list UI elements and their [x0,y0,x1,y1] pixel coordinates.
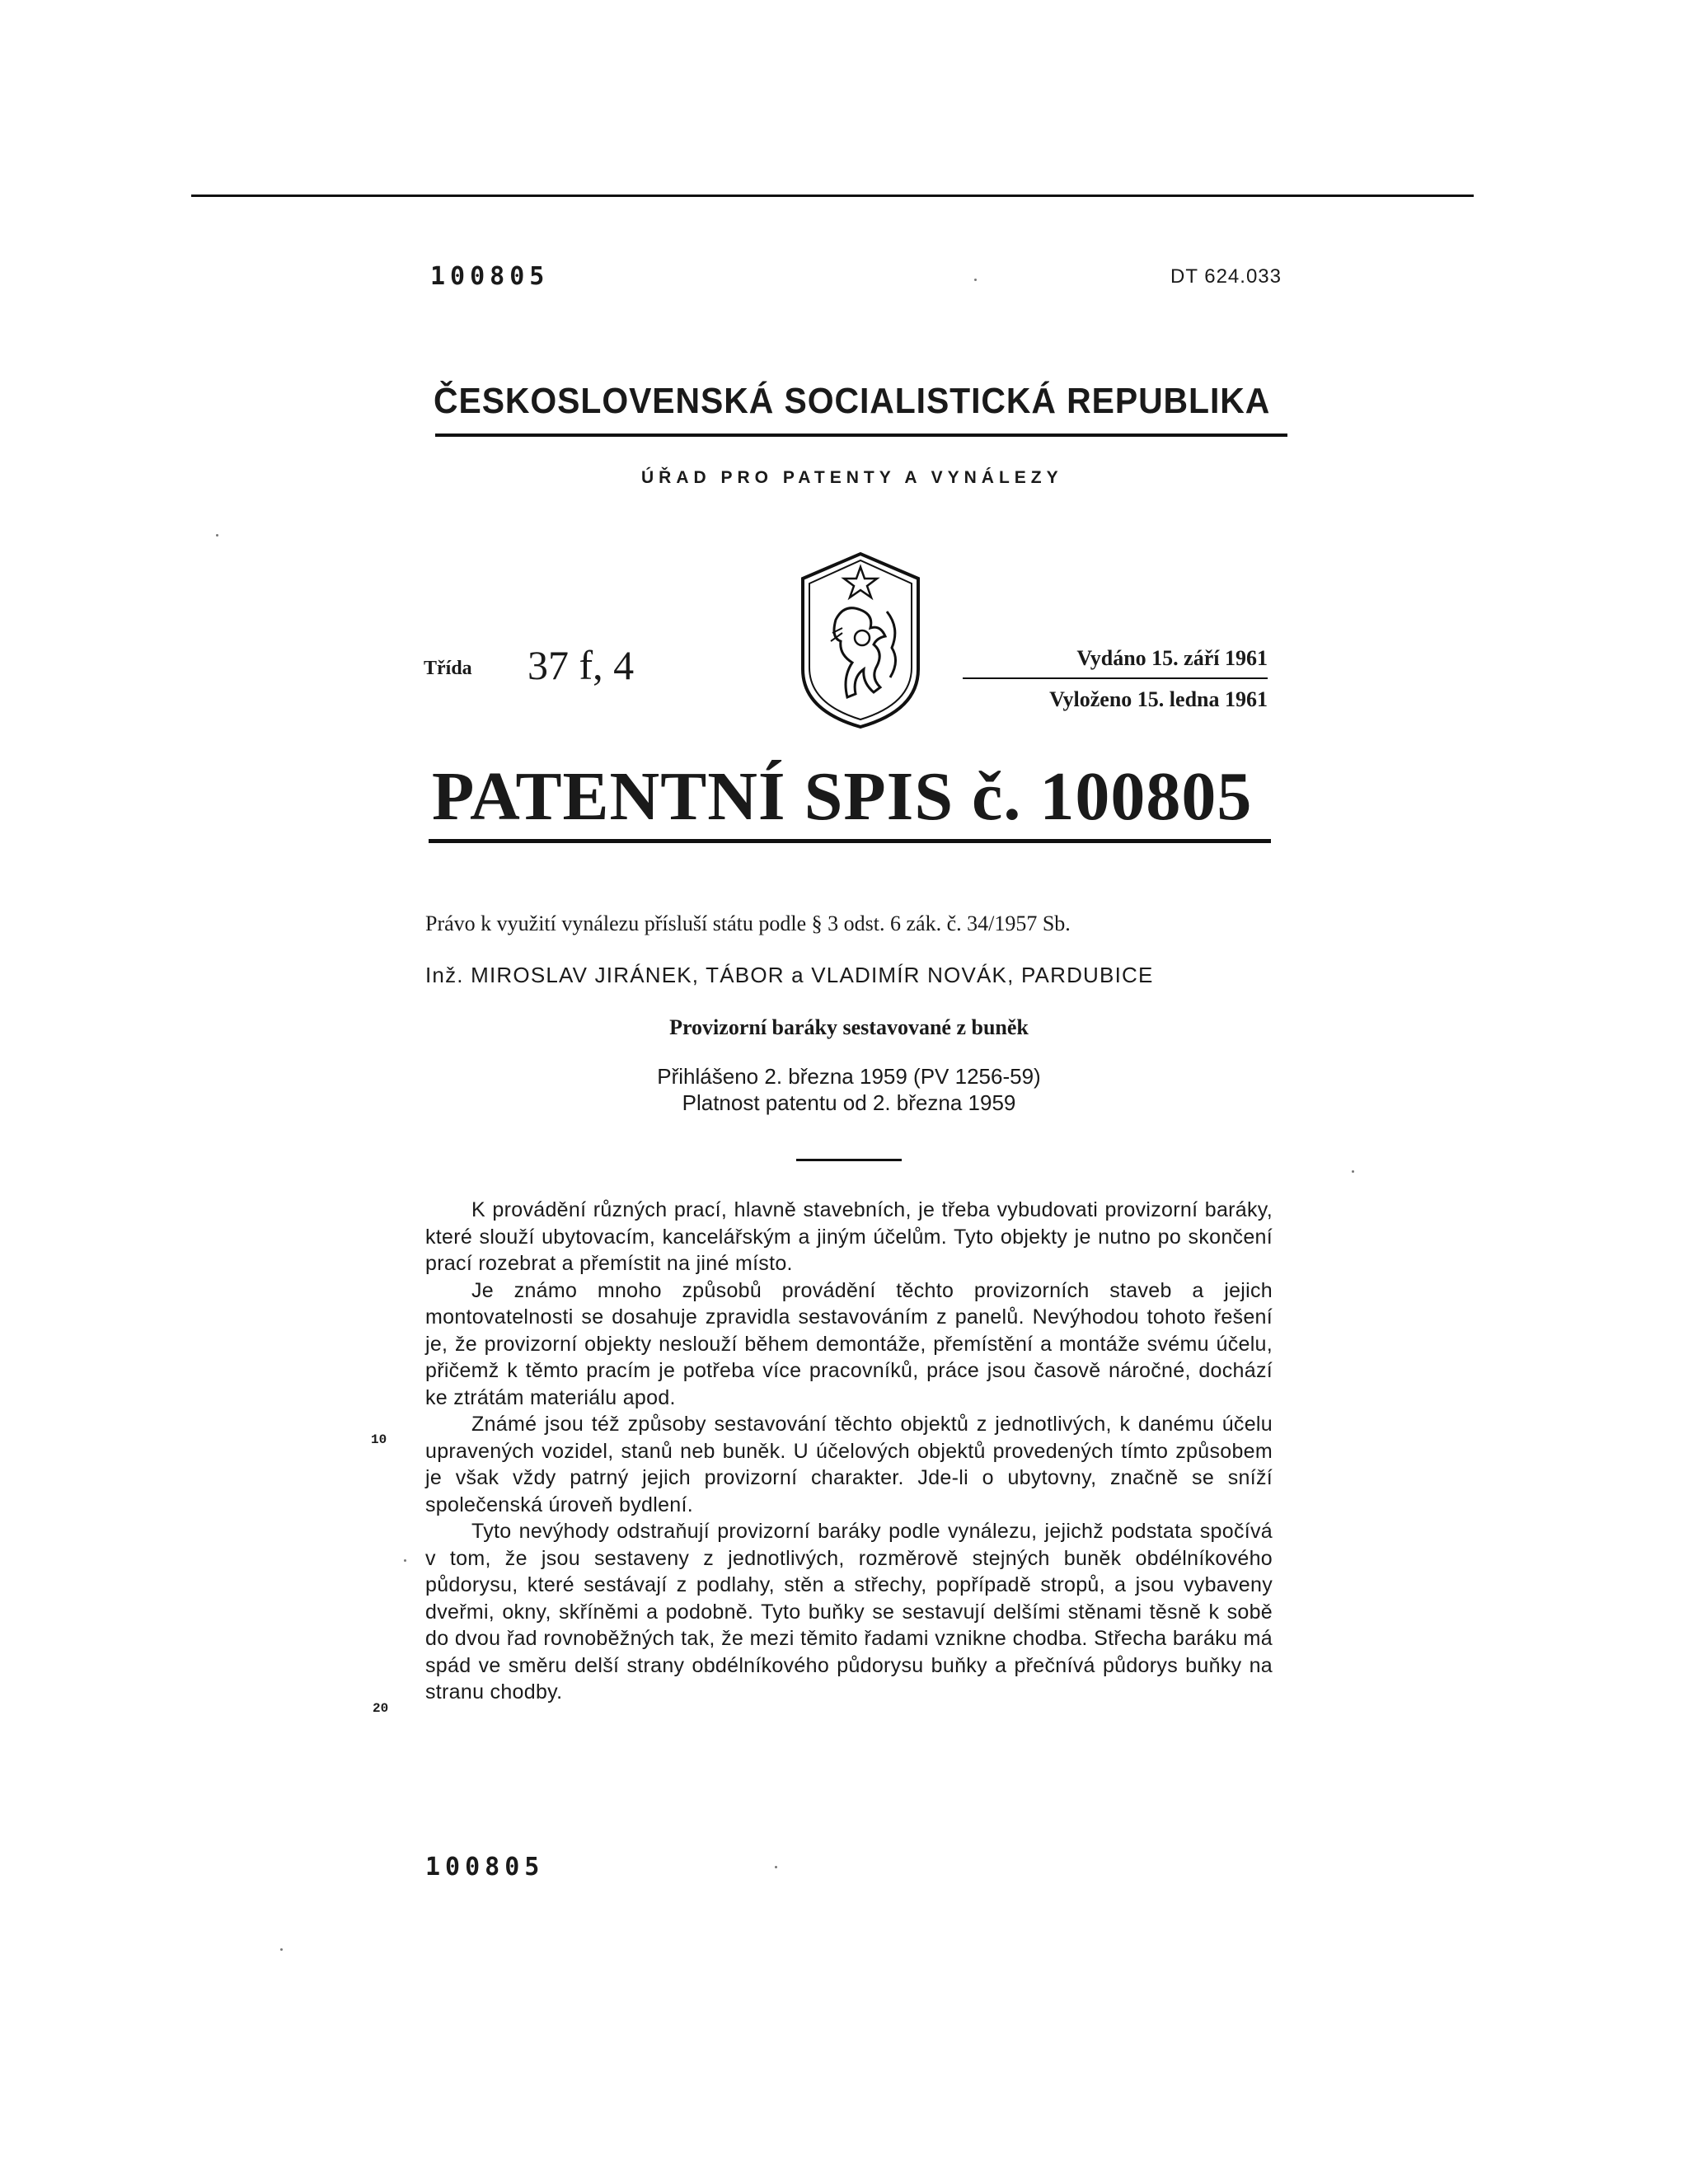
rights-statement: Právo k využití vynálezu přísluší státu podle § 3 odst. 6 zák. č. 34/1957 Sb. [425,912,1071,935]
scan-speck [280,1948,283,1951]
scan-speck [1352,1170,1354,1173]
patent-title: PATENTNÍ SPIS č. 100805 [432,758,1253,835]
office-heading: ÚŘAD PRO PATENTY A VYNÁLEZY [641,468,1063,487]
country-rule [435,434,1287,437]
paragraph: K provádění různých prací, hlavně stavebních, je třeba vybudovati provizorní baráky, které slouží ubytovacím, kancelářským a jiným účelům. Tyto objekty je nutno po skončení prací rozebrat a přemístit na jiné místo. [425,1198,1273,1275]
state-emblem-icon [795,546,926,732]
scan-speck [974,279,977,281]
section-divider [796,1159,902,1161]
doc-number-top: 100805 [430,262,550,291]
inventors: Inž. MIROSLAV JIRÁNEK, TÁBOR a VLADIMÍR NOVÁK, PARDUBICE [425,963,1154,987]
class-label: Třída [424,658,472,679]
scan-speck [404,1559,406,1562]
paragraph: Tyto nevýhody odstraňují provizorní baráky podle vynálezu, jejichž podstata spočívá v tom, že jsou sestaveny z jednotlivých, rozměrově stejných buněk obdélníkového půdorysu, které sestávají z podlahy, stěn a střechy, popřípadě stropů, a jsou vybaveny dveřmi, okny, skříněmi a podobně. Tyto buňky se sestavují delšími stěnami těsně k sobě do dvou řad rovnoběžných tak, že mezi těmito řadami vznikne chodba. Střecha baráku má spád ve směru delší strany obdélníkového půdorysu buňky a přečnívá půdorys buňky na stranu chodby. [425,1520,1273,1704]
line-number: 20 [373,1701,389,1716]
scan-speck [775,1866,777,1868]
title-rule [429,839,1271,843]
doc-classification: DT 624.033 [1170,265,1282,288]
top-rule [191,194,1474,197]
validity-date: Platnost patentu od 2. března 1959 [682,1090,1016,1115]
line-number: 10 [371,1432,387,1447]
body-text [425,1197,1273,1706]
filing-date: Přihlášeno 2. března 1959 (PV 1256-59) [657,1064,1041,1089]
paragraph: Známé jsou též způsoby sestavování těchto objektů z jednotlivých, k danému účelu upravených vozidel, stanů neb buněk. U účelových objektů provedených tímto způsobem je však vždy patrný jejich provizorní charakter. Jde-li o ubytovny, značně se sníží společenská úroveň bydlení. [425,1413,1273,1516]
class-value: 37 f, 4 [528,642,635,688]
scan-speck [216,534,218,537]
doc-number-bottom: 100805 [425,1853,545,1882]
filing-block [429,1063,1269,1116]
country-heading: ČESKOSLOVENSKÁ SOCIALISTICKÁ REPUBLIKA [434,381,1271,421]
published-date: Vyloženo 15. ledna 1961 [1049,687,1268,711]
invention-title: Provizorní baráky sestavované z buněk [669,1015,1029,1039]
paragraph: Je známo mnoho způsobů provádění těchto provizorních staveb a jejich montovatelnosti se dosahuje zpravidla sestavováním z panelů. Nevýhodou tohoto řešení je, že provizorní objekty neslouží během demontáže, přemístění a montáže svému účelu, přičemž k těmto pracím je potřeba více pracovníků, práce jsou časově náročné, dochází ke ztrátám materiálu apod. [425,1278,1273,1409]
date-rule [963,677,1268,679]
issued-date: Vydáno 15. září 1961 [1076,646,1268,670]
